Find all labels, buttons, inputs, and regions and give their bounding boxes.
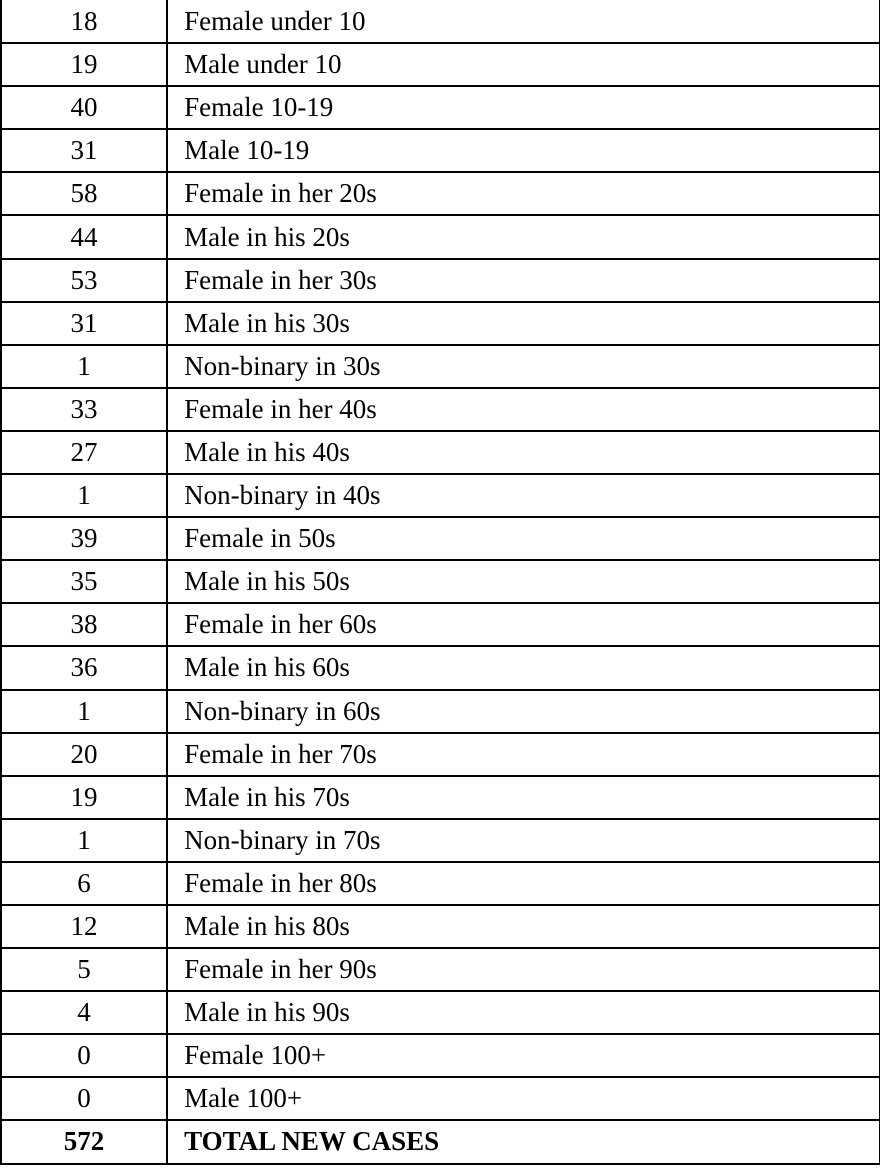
total-row — [1, 1120, 880, 1163]
case-count: 33 — [1, 388, 167, 431]
table-row — [1, 259, 880, 302]
table-row — [1, 862, 880, 905]
case-count: 12 — [1, 905, 167, 948]
case-count: 19 — [1, 43, 167, 86]
demographic-label: Female under 10 — [167, 0, 879, 43]
case-count: 20 — [1, 733, 167, 776]
demographic-label: Female in her 70s — [167, 733, 879, 776]
case-count: 1 — [1, 345, 167, 388]
case-count: 35 — [1, 560, 167, 603]
table-row — [1, 560, 880, 603]
demographic-label: Female in her 60s — [167, 603, 879, 646]
table-row — [1, 43, 880, 86]
demographic-label: Male 100+ — [167, 1077, 879, 1120]
case-count: 40 — [1, 86, 167, 129]
case-count: 39 — [1, 517, 167, 560]
demographic-label: Male 10-19 — [167, 129, 879, 172]
table-row — [1, 129, 880, 172]
table-row — [1, 345, 880, 388]
total-count: 572 — [1, 1120, 167, 1163]
table-row — [1, 905, 880, 948]
case-count: 6 — [1, 862, 167, 905]
demographic-label: Male in his 60s — [167, 646, 879, 689]
demographic-label: Non-binary in 70s — [167, 819, 879, 862]
table-row — [1, 948, 880, 991]
demographic-label: Female in her 30s — [167, 259, 879, 302]
demographic-label: Female 10-19 — [167, 86, 879, 129]
table-row — [1, 172, 880, 215]
case-count: 0 — [1, 1034, 167, 1077]
case-count: 27 — [1, 431, 167, 474]
case-count: 31 — [1, 129, 167, 172]
table-row — [1, 733, 880, 776]
table-row — [1, 215, 880, 258]
table-row — [1, 1077, 880, 1120]
table-row — [1, 474, 880, 517]
table-row — [1, 776, 880, 819]
table-row — [1, 302, 880, 345]
case-count: 31 — [1, 302, 167, 345]
demographic-label: Female in her 20s — [167, 172, 879, 215]
case-count: 4 — [1, 991, 167, 1034]
demographic-label: Male in his 80s — [167, 905, 879, 948]
cases-table-body — [1, 0, 880, 1164]
demographic-label: Non-binary in 60s — [167, 690, 879, 733]
case-count: 38 — [1, 603, 167, 646]
demographic-label: Male in his 30s — [167, 302, 879, 345]
table-row — [1, 1034, 880, 1077]
demographic-label: Male in his 70s — [167, 776, 879, 819]
case-count: 18 — [1, 0, 167, 43]
table-row — [1, 86, 880, 129]
case-count: 1 — [1, 690, 167, 733]
case-count: 36 — [1, 646, 167, 689]
demographic-label: Female in her 40s — [167, 388, 879, 431]
table-row — [1, 819, 880, 862]
demographic-label: Male in his 90s — [167, 991, 879, 1034]
table-row — [1, 646, 880, 689]
demographic-label: Female in her 80s — [167, 862, 879, 905]
case-count: 1 — [1, 819, 167, 862]
demographic-label: Female in her 90s — [167, 948, 879, 991]
demographic-label: Male under 10 — [167, 43, 879, 86]
case-count: 58 — [1, 172, 167, 215]
demographic-label: Non-binary in 40s — [167, 474, 879, 517]
case-count: 53 — [1, 259, 167, 302]
table-row — [1, 991, 880, 1034]
total-label: TOTAL NEW CASES — [167, 1120, 879, 1163]
table-row — [1, 431, 880, 474]
case-count: 1 — [1, 474, 167, 517]
demographic-label: Non-binary in 30s — [167, 345, 879, 388]
table-row — [1, 388, 880, 431]
demographic-label: Male in his 50s — [167, 560, 879, 603]
table-row — [1, 603, 880, 646]
table-row — [1, 517, 880, 560]
demographic-label: Male in his 40s — [167, 431, 879, 474]
case-count: 0 — [1, 1077, 167, 1120]
case-count: 44 — [1, 215, 167, 258]
table-row — [1, 690, 880, 733]
demographic-label: Female in 50s — [167, 517, 879, 560]
demographic-label: Male in his 20s — [167, 215, 879, 258]
table-row — [1, 0, 880, 43]
demographic-label: Female 100+ — [167, 1034, 879, 1077]
case-count: 5 — [1, 948, 167, 991]
case-count: 19 — [1, 776, 167, 819]
